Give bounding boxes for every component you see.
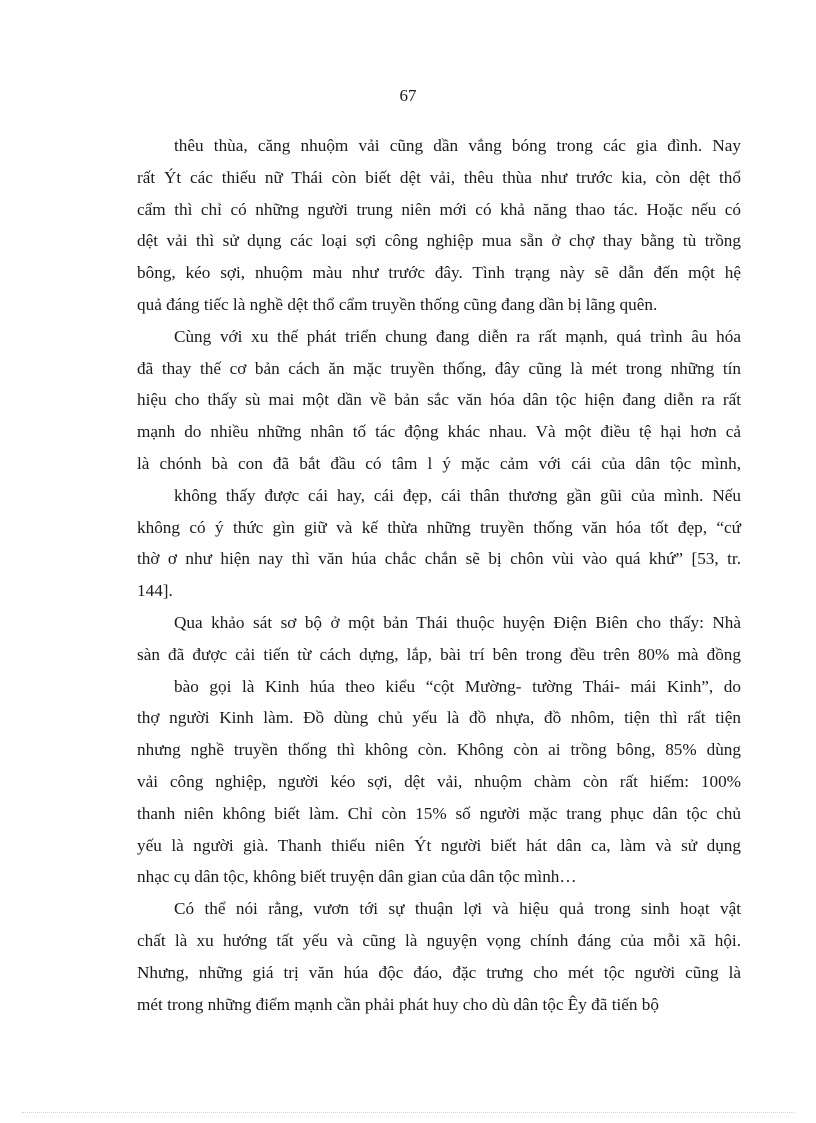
text-line: thờ ơ như hiện nay thì văn húa chắc chắn sẽ bị chôn vùi vào quá khứ” [53, tr.	[137, 549, 741, 569]
body-text	[137, 130, 741, 1020]
text-line: thêu thùa, căng nhuộm vải cũng dần vắng bóng trong các gia đình. Nay	[174, 136, 741, 155]
text-line: dệt vải thì sử dụng các loại sợi công nghiệp mua sẵn ở chợ thay bằng tù trồng	[137, 231, 741, 251]
text-line: Qua khảo sát sơ bộ ở một bản Thái thuộc huyện Điện Biên cho thấy: Nhà	[174, 612, 741, 632]
text-line: nhạc cụ dân tộc, không biết truyện dân gian của dân tộc mình…	[137, 867, 577, 887]
text-line: thợ người Kinh làm. Đồ dùng chủ yếu là đồ nhựa, đồ nhôm, tiện thì rất tiện	[137, 708, 741, 728]
text-line: yếu là người già. Thanh thiếu niên Ýt người biết hát dân ca, làm và sử dụng	[137, 835, 741, 855]
text-line: rất Ýt các thiếu nữ Thái còn biết dệt vải, thêu thùa như trước kia, còn dệt thổ	[137, 167, 741, 187]
text-line: mét trong những điểm mạnh cần phải phát huy cho dù dân tộc Êy đã tiến bộ	[137, 994, 659, 1014]
text-line: bào gọi là Kinh húa theo kiểu “cột Mường- tường Thái- mái Kinh”, do	[174, 676, 741, 696]
text-line: nhưng nghề truyền thống thì không còn. Không còn ai trồng bông, 85% dùng	[137, 740, 741, 760]
text-line: là chónh bà con đã bắt đầu có tâm l ý mặc cảm với cái của dân tộc mình,	[137, 453, 741, 473]
text-line: không thấy được cái hay, cái đẹp, cái thân thương gần gũi của mình. Nếu	[174, 485, 741, 505]
text-line: thanh niên không biết làm. Chỉ còn 15% số người mặc trang phục dân tộc chủ	[137, 803, 741, 823]
text-line: quả đáng tiếc là nghề dệt thổ cẩm truyền thống cũng đang dần bị lãng quên.	[137, 294, 658, 314]
text-line: hiệu cho thấy sù mai một dần về bản sắc văn hóa dân tộc hiện đang diễn ra rất	[137, 390, 741, 410]
text-line: Cùng với xu thế phát triển chung đang diễn ra rất mạnh, quá trình âu hóa	[174, 326, 741, 346]
text-line: bông, kéo sợi, nhuộm màu như trước đây. Tình trạng này sẽ dẫn đến một hệ	[137, 263, 741, 283]
text-line: Nhưng, những giá trị văn húa độc đáo, đặc trưng cho mét tộc người cũng là	[137, 962, 741, 982]
text-line: cẩm thì chỉ có những người trung niên mới có khả năng thao tác. Hoặc nếu có	[137, 199, 741, 219]
page-number: 67	[399, 86, 417, 105]
text-line: vải công nghiệp, người kéo sợi, dệt vải, nhuộm chàm còn rất hiếm: 100%	[137, 771, 741, 791]
text-line: Có thể nói rằng, vươn tới sự thuận lợi và hiệu quả trong sinh hoạt vật	[174, 899, 741, 919]
text-line: không có ý thức gìn giữ và kế thừa những truyền thống văn hóa tốt đẹp, “cứ	[137, 517, 741, 537]
text-line: 144].	[137, 581, 173, 601]
text-line: mạnh do nhiều những nhân tố tác động khác nhau. Và một điều tệ hại hơn cả	[137, 422, 741, 442]
text-line: sàn đã được cải tiến từ cách dựng, lắp, bài trí bên trong đều trên 80% mà đồng	[137, 644, 741, 664]
text-line: đã thay thế cơ bản cách ăn mặc truyền thống, đây cũng là mét trong những tín	[137, 358, 741, 378]
text-line: chất là xu hướng tất yếu và cũng là nguyện vọng chính đáng của mỗi xã hội.	[137, 930, 741, 950]
bottom-rule	[22, 1112, 794, 1113]
